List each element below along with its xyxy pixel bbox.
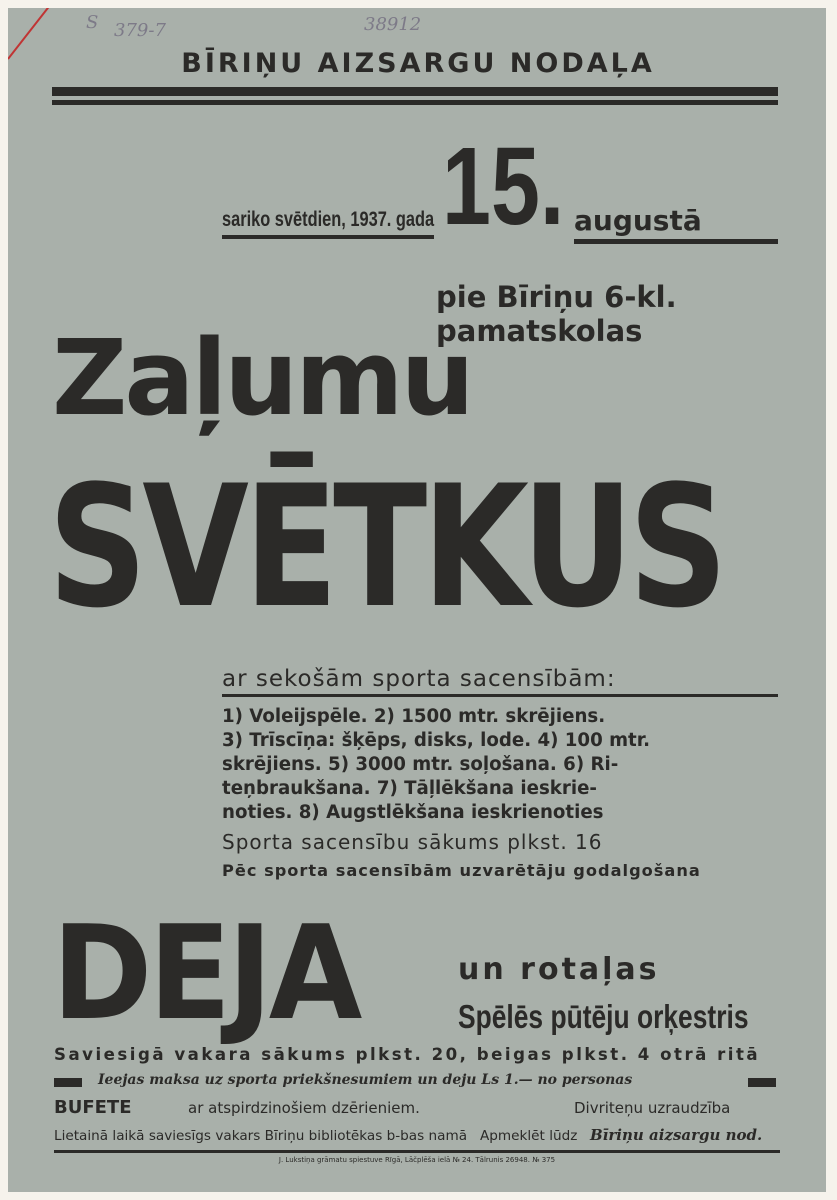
archive-number-left: 379-7 [114,20,166,41]
evening-schedule: Saviesigā vakara sākums plkst. 20, beigas plkst. 4 otrā ritā [54,1045,761,1064]
red-margin-mark [8,8,57,60]
sports-intro: ar sekošām sporta sacensībām: [222,666,616,692]
sports-line: 1) Voleijspēle. 2) 1500 mtr. skrējiens. [222,706,606,727]
archive-prefix: S [86,12,99,33]
header-rule-top [52,87,778,96]
headline-line-1: Zaļumu [52,317,472,439]
printer-imprint: J. Lukstiņa grāmatu spiestuve Rīgā, Lāčplēša ielā № 24. Tālrunis 26948. № 375 [278,1156,556,1164]
fee-dash-left [54,1078,82,1087]
poster [8,8,826,1192]
date-month-underline [574,239,778,244]
date-month: augustā [574,204,702,237]
buffet-bold: BUFETE [54,1097,132,1118]
sports-start-time: Sporta sacensību sākums plkst. 16 [222,830,603,854]
location-line-2: pamatskolas [436,314,643,348]
header-title: BĪRIŅU AIZSARGU NODAĻA [181,48,655,79]
sports-list [222,705,650,825]
footer-rule [54,1150,780,1153]
rain-notice: Lietainā laikā saviesīgs vakars Bīriņu bibliotēkas b-bas namā [54,1128,468,1144]
sports-line: skrējiens. 5) 3000 mtr. soļošana. 6) Ri- [222,754,619,775]
bike-guard: Divriteņu uzraudzība [574,1099,731,1117]
invite-plain: Apmeklēt lūdz [480,1128,578,1144]
sports-line: teņbraukšana. 7) Tāļlēkšana ieskrie- [222,778,597,799]
headline-line-2: SVĒTKUS [48,449,723,645]
invite-organizer: Bīriņu aizsargu nod. [590,1126,763,1144]
fee-dash-right [748,1078,776,1087]
date-prefix: sariko svētdien, 1937. gada [222,208,435,231]
dance-word: DEJA [52,897,359,1049]
header-rule-bottom [52,100,778,105]
buffet-rest: ar atspirdzinošiem dzērieniem. [188,1099,420,1117]
sports-awards: Pēc sporta sacensībām uzvarētāju godalgošana [222,861,701,880]
date-prefix-underline [222,235,434,239]
archive-number-right: 38912 [364,14,422,35]
location-line-1: pie Bīriņu 6-kl. [436,280,677,314]
sports-intro-underline [222,694,778,697]
dance-line-2: Spēlēs pūtēju orķestris [458,998,749,1035]
dance-line-1: un rotaļas [458,952,660,987]
entry-fee: Ieejas maksa uz sporta priekšnesumiem un deju Ls 1.— no personas [98,1072,633,1088]
sports-line: 3) Trīscīņa: šķēps, disks, lode. 4) 100 mtr. [222,730,651,751]
sports-line: noties. 8) Augstlēkšana ieskrienoties [222,802,604,823]
date-day: 15. [442,125,565,248]
